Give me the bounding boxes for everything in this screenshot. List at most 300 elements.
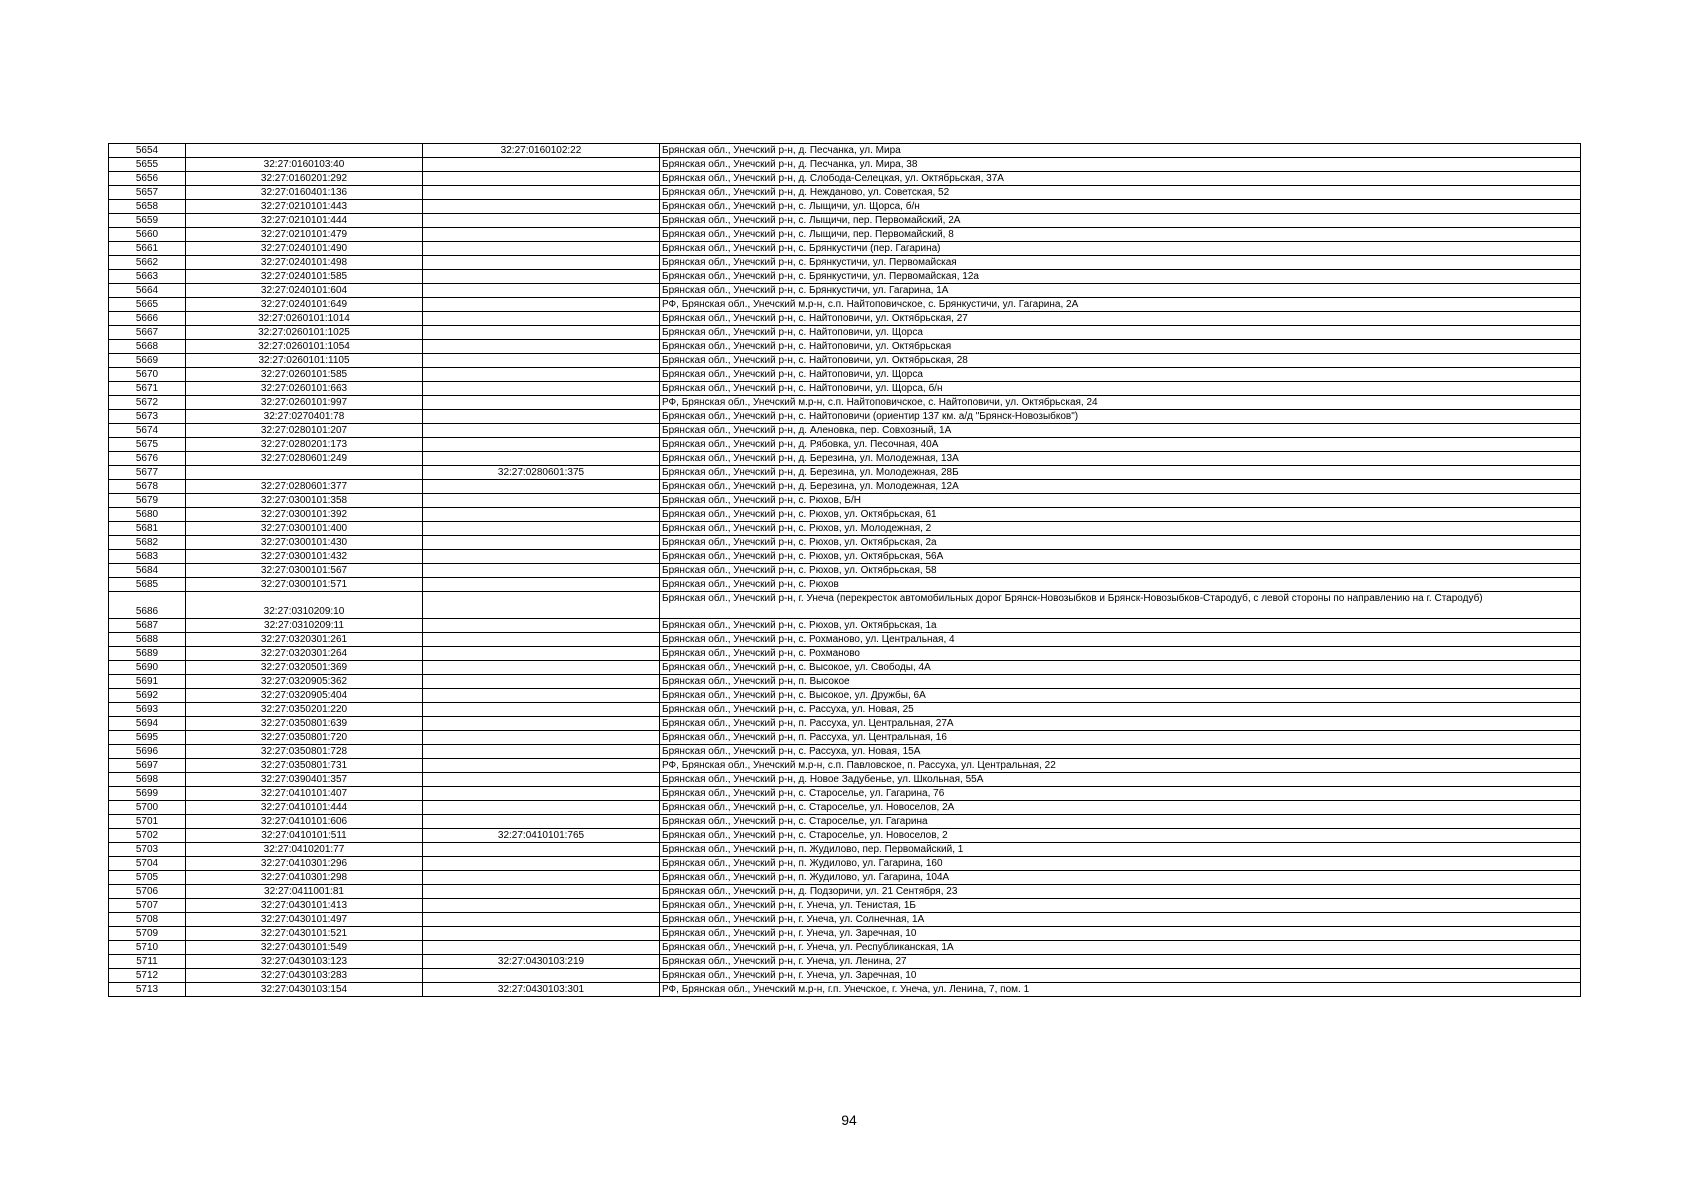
cadastral-number-secondary-cell — [423, 340, 660, 354]
cadastral-number-secondary-cell — [423, 969, 660, 983]
address-cell: Брянская обл., Унечский р-н, п. Жудилово, пер. Первомайский, 1 — [660, 843, 1581, 857]
table-row — [109, 410, 1581, 424]
row-number-cell: 5708 — [109, 913, 186, 927]
address-cell: Брянская обл., Унечский р-н, п. Рассуха, ул. Центральная, 16 — [660, 731, 1581, 745]
cadastral-number-secondary-cell — [423, 326, 660, 340]
cadastral-number-cell: 32:27:0160401:136 — [186, 186, 423, 200]
cadastral-number-secondary-cell — [423, 242, 660, 256]
cadastral-number-secondary-cell — [423, 228, 660, 242]
cadastral-number-cell: 32:27:0390401:357 — [186, 773, 423, 787]
cadastral-number-cell: 32:27:0411001:81 — [186, 885, 423, 899]
row-number-cell: 5704 — [109, 857, 186, 871]
table-row — [109, 661, 1581, 675]
row-number-cell: 5694 — [109, 717, 186, 731]
row-number-cell: 5690 — [109, 661, 186, 675]
address-cell: Брянская обл., Унечский р-н, д. Березина, ул. Молодежная, 13А — [660, 452, 1581, 466]
cadastral-number-cell: 32:27:0430101:521 — [186, 927, 423, 941]
row-number-cell: 5658 — [109, 200, 186, 214]
table-row — [109, 592, 1581, 619]
address-cell: Брянская обл., Унечский р-н, д. Березина, ул. Молодежная, 12А — [660, 480, 1581, 494]
cadastral-number-secondary-cell — [423, 633, 660, 647]
address-cell: Брянская обл., Унечский р-н, п. Рассуха, ул. Центральная, 27А — [660, 717, 1581, 731]
table-row — [109, 717, 1581, 731]
cadastral-number-cell: 32:27:0260101:1014 — [186, 312, 423, 326]
table-row — [109, 214, 1581, 228]
cadastral-number-cell: 32:27:0260101:585 — [186, 368, 423, 382]
row-number-cell: 5669 — [109, 354, 186, 368]
table-row — [109, 815, 1581, 829]
cadastral-number-secondary-cell — [423, 438, 660, 452]
cadastral-number-cell: 32:27:0410301:296 — [186, 857, 423, 871]
cadastral-number-cell: 32:27:0260101:663 — [186, 382, 423, 396]
address-cell: Брянская обл., Унечский р-н, с. Найтоповичи, ул. Октябрьская — [660, 340, 1581, 354]
table-row — [109, 536, 1581, 550]
address-cell: Брянская обл., Унечский р-н, с. Высокое, ул. Дружбы, 6А — [660, 689, 1581, 703]
address-cell: РФ, Брянская обл., Унечский м.р-н, с.п. Павловское, п. Рассуха, ул. Центральная, 22 — [660, 759, 1581, 773]
cadastral-number-cell: 32:27:0160103:40 — [186, 158, 423, 172]
address-cell: РФ, Брянская обл., Унечский м.р-н, с.п. Найтоповичское, с. Найтоповичи, ул. Октябрьская, 24 — [660, 396, 1581, 410]
cadastral-number-cell: 32:27:0240101:604 — [186, 284, 423, 298]
table-row — [109, 619, 1581, 633]
row-number-cell: 5703 — [109, 843, 186, 857]
row-number-cell: 5706 — [109, 885, 186, 899]
table-row — [109, 256, 1581, 270]
cadastral-number-secondary-cell — [423, 857, 660, 871]
address-cell: Брянская обл., Унечский р-н, д. Березина, ул. Молодежная, 28Б — [660, 466, 1581, 480]
cadastral-number-cell: 32:27:0410101:407 — [186, 787, 423, 801]
cadastral-number-secondary-cell — [423, 214, 660, 228]
row-number-cell: 5657 — [109, 186, 186, 200]
address-cell: Брянская обл., Унечский р-н, с. Найтоповичи, ул. Щорса — [660, 368, 1581, 382]
table-row — [109, 284, 1581, 298]
address-cell: Брянская обл., Унечский р-н, с. Рассуха, ул. Новая, 15А — [660, 745, 1581, 759]
cadastral-number-secondary-cell — [423, 354, 660, 368]
table-row — [109, 438, 1581, 452]
row-number-cell: 5670 — [109, 368, 186, 382]
cadastral-number-secondary-cell — [423, 564, 660, 578]
table-row — [109, 801, 1581, 815]
table-row — [109, 913, 1581, 927]
cadastral-number-cell: 32:27:0260101:1025 — [186, 326, 423, 340]
row-number-cell: 5713 — [109, 983, 186, 997]
page-number: 94 — [841, 1112, 857, 1128]
table-row — [109, 228, 1581, 242]
address-cell: Брянская обл., Унечский р-н, г. Унеча, ул. Заречная, 10 — [660, 927, 1581, 941]
cadastral-number-cell: 32:27:0350801:639 — [186, 717, 423, 731]
cadastral-number-secondary-cell — [423, 382, 660, 396]
cadastral-number-secondary-cell — [423, 396, 660, 410]
address-cell: Брянская обл., Унечский р-н, с. Рассуха, ул. Новая, 25 — [660, 703, 1581, 717]
address-cell: Брянская обл., Унечский р-н, с. Рюхов, ул. Октябрьская, 1а — [660, 619, 1581, 633]
row-number-cell: 5655 — [109, 158, 186, 172]
cadastral-number-secondary-cell — [423, 913, 660, 927]
cadastral-number-cell: 32:27:0210101:443 — [186, 200, 423, 214]
cadastral-number-cell: 32:27:0260101:997 — [186, 396, 423, 410]
address-cell: Брянская обл., Унечский р-н, д. Рябовка, ул. Песочная, 40А — [660, 438, 1581, 452]
cadastral-number-secondary-cell — [423, 550, 660, 564]
address-cell: Брянская обл., Унечский р-н, г. Унеча (перекресток автомобильных дорог Брянск-Новозыбков и Брянск-Новозыбков-Стародуб, с левой стороны по направлению на г. Стародуб) — [660, 592, 1581, 619]
table-row — [109, 899, 1581, 913]
address-cell: Брянская обл., Унечский р-н, с. Брянкустичи, ул. Первомайская — [660, 256, 1581, 270]
table-row — [109, 298, 1581, 312]
row-number-cell: 5705 — [109, 871, 186, 885]
table-row — [109, 144, 1581, 158]
address-cell: Брянская обл., Унечский р-н, с. Староселье, ул. Новоселов, 2 — [660, 829, 1581, 843]
row-number-cell: 5671 — [109, 382, 186, 396]
cadastral-number-secondary-cell — [423, 647, 660, 661]
row-number-cell: 5664 — [109, 284, 186, 298]
row-number-cell: 5681 — [109, 522, 186, 536]
cadastral-number-cell: 32:27:0240101:585 — [186, 270, 423, 284]
address-cell: Брянская обл., Унечский р-н, г. Унеча, ул. Ленина, 27 — [660, 955, 1581, 969]
cadastral-number-secondary-cell — [423, 787, 660, 801]
cadastral-number-secondary-cell — [423, 592, 660, 619]
cadastral-number-cell: 32:27:0280201:173 — [186, 438, 423, 452]
row-number-cell: 5672 — [109, 396, 186, 410]
cadastral-number-secondary-cell — [423, 200, 660, 214]
table-row — [109, 633, 1581, 647]
table-row — [109, 941, 1581, 955]
cadastral-number-secondary-cell — [423, 494, 660, 508]
cadastral-number-cell: 32:27:0410101:444 — [186, 801, 423, 815]
cadastral-number-secondary-cell — [423, 410, 660, 424]
cadastral-number-cell: 32:27:0280601:377 — [186, 480, 423, 494]
table-row — [109, 312, 1581, 326]
address-cell: Брянская обл., Унечский р-н, с. Найтоповичи, ул. Октябрьская, 28 — [660, 354, 1581, 368]
cadastral-number-cell: 32:27:0410101:511 — [186, 829, 423, 843]
cadastral-number-secondary-cell — [423, 941, 660, 955]
cadastral-number-secondary-cell — [423, 270, 660, 284]
row-number-cell: 5678 — [109, 480, 186, 494]
cadastral-number-cell: 32:27:0430101:549 — [186, 941, 423, 955]
cadastral-number-secondary-cell — [423, 172, 660, 186]
table-row — [109, 200, 1581, 214]
address-cell: Брянская обл., Унечский р-н, с. Рюхов, Б/Н — [660, 494, 1581, 508]
address-cell: Брянская обл., Унечский р-н, д. Слобода-Селецкая, ул. Октябрьская, 37А — [660, 172, 1581, 186]
row-number-cell: 5654 — [109, 144, 186, 158]
row-number-cell: 5698 — [109, 773, 186, 787]
table-row — [109, 382, 1581, 396]
table-row — [109, 843, 1581, 857]
row-number-cell: 5707 — [109, 899, 186, 913]
cadastral-number-cell: 32:27:0240101:498 — [186, 256, 423, 270]
cadastral-number-secondary-cell — [423, 452, 660, 466]
row-number-cell: 5683 — [109, 550, 186, 564]
table-row — [109, 578, 1581, 592]
table-row — [109, 452, 1581, 466]
cadastral-number-cell: 32:27:0260101:1054 — [186, 340, 423, 354]
cadastral-number-secondary-cell — [423, 745, 660, 759]
address-cell: Брянская обл., Унечский р-н, с. Рохманово — [660, 647, 1581, 661]
table-row — [109, 242, 1581, 256]
cadastral-number-cell: 32:27:0300101:430 — [186, 536, 423, 550]
row-number-cell: 5686 — [109, 592, 186, 619]
table-row — [109, 270, 1581, 284]
cadastral-number-secondary-cell — [423, 773, 660, 787]
row-number-cell: 5692 — [109, 689, 186, 703]
cadastral-number-cell: 32:27:0300101:567 — [186, 564, 423, 578]
address-cell: Брянская обл., Унечский р-н, д. Подзоричи, ул. 21 Сентября, 23 — [660, 885, 1581, 899]
address-cell: Брянская обл., Унечский р-н, с. Рохманово, ул. Центральная, 4 — [660, 633, 1581, 647]
cadastral-number-secondary-cell: 32:27:0430103:301 — [423, 983, 660, 997]
cadastral-number-cell: 32:27:0350801:728 — [186, 745, 423, 759]
cadastral-number-cell: 32:27:0430101:413 — [186, 899, 423, 913]
address-cell: Брянская обл., Унечский р-н, п. Жудилово, ул. Гагарина, 160 — [660, 857, 1581, 871]
row-number-cell: 5667 — [109, 326, 186, 340]
cadastral-number-cell: 32:27:0410201:77 — [186, 843, 423, 857]
table-row — [109, 675, 1581, 689]
address-cell: Брянская обл., Унечский р-н, д. Песчанка, ул. Мира, 38 — [660, 158, 1581, 172]
cadastral-number-cell: 32:27:0350801:731 — [186, 759, 423, 773]
cadastral-number-cell: 32:27:0430103:283 — [186, 969, 423, 983]
table-row — [109, 787, 1581, 801]
cadastral-number-secondary-cell — [423, 424, 660, 438]
address-cell: Брянская обл., Унечский р-н, с. Староселье, ул. Гагарина, 76 — [660, 787, 1581, 801]
cadastral-number-cell — [186, 144, 423, 158]
cadastral-number-secondary-cell: 32:27:0280601:375 — [423, 466, 660, 480]
row-number-cell: 5680 — [109, 508, 186, 522]
cadastral-number-cell: 32:27:0160201:292 — [186, 172, 423, 186]
table-row — [109, 731, 1581, 745]
row-number-cell: 5659 — [109, 214, 186, 228]
row-number-cell: 5677 — [109, 466, 186, 480]
cadastral-number-secondary-cell — [423, 801, 660, 815]
table-row — [109, 186, 1581, 200]
cadastral-number-secondary-cell — [423, 815, 660, 829]
row-number-cell: 5663 — [109, 270, 186, 284]
cadastral-number-cell: 32:27:0300101:358 — [186, 494, 423, 508]
row-number-cell: 5689 — [109, 647, 186, 661]
cadastral-number-secondary-cell — [423, 158, 660, 172]
row-number-cell: 5691 — [109, 675, 186, 689]
cadastral-number-secondary-cell — [423, 284, 660, 298]
table-row — [109, 368, 1581, 382]
address-cell: Брянская обл., Унечский р-н, с. Найтоповичи (ориентир 137 км. а/д "Брянск-Новозыбков") — [660, 410, 1581, 424]
cadastral-number-secondary-cell — [423, 480, 660, 494]
row-number-cell: 5697 — [109, 759, 186, 773]
row-number-cell: 5687 — [109, 619, 186, 633]
cadastral-number-secondary-cell — [423, 871, 660, 885]
row-number-cell: 5656 — [109, 172, 186, 186]
row-number-cell: 5668 — [109, 340, 186, 354]
cadastral-number-cell: 32:27:0430103:154 — [186, 983, 423, 997]
row-number-cell: 5674 — [109, 424, 186, 438]
cadastral-number-cell: 32:27:0350801:720 — [186, 731, 423, 745]
address-cell: Брянская обл., Унечский р-н, с. Найтоповичи, ул. Щорса, б/н — [660, 382, 1581, 396]
address-cell: РФ, Брянская обл., Унечский м.р-н, г.п. Унечское, г. Унеча, ул. Ленина, 7, пом. 1 — [660, 983, 1581, 997]
cadastral-number-cell: 32:27:0300101:400 — [186, 522, 423, 536]
cadastral-number-secondary-cell — [423, 731, 660, 745]
table-row — [109, 564, 1581, 578]
cadastral-number-cell: 32:27:0320905:404 — [186, 689, 423, 703]
cadastral-number-cell: 32:27:0310209:10 — [186, 592, 423, 619]
address-cell: Брянская обл., Унечский р-н, с. Лыщичи, пер. Первомайский, 2А — [660, 214, 1581, 228]
address-cell: Брянская обл., Унечский р-н, с. Брянкустичи, ул. Первомайская, 12а — [660, 270, 1581, 284]
address-cell: Брянская обл., Унечский р-н, с. Найтоповичи, ул. Щорса — [660, 326, 1581, 340]
address-cell: Брянская обл., Унечский р-н, г. Унеча, ул. Солнечная, 1А — [660, 913, 1581, 927]
row-number-cell: 5682 — [109, 536, 186, 550]
cadastral-number-secondary-cell — [423, 522, 660, 536]
row-number-cell: 5665 — [109, 298, 186, 312]
address-cell: Брянская обл., Унечский р-н, с. Староселье, ул. Новоселов, 2А — [660, 801, 1581, 815]
cadastral-number-secondary-cell — [423, 368, 660, 382]
address-cell: Брянская обл., Унечский р-н, с. Рюхов, ул. Октябрьская, 61 — [660, 508, 1581, 522]
cadastral-number-cell: 32:27:0210101:444 — [186, 214, 423, 228]
table-row — [109, 480, 1581, 494]
cadastral-number-cell: 32:27:0300101:432 — [186, 550, 423, 564]
cadastral-number-cell: 32:27:0300101:392 — [186, 508, 423, 522]
table-row — [109, 424, 1581, 438]
registry-table — [108, 143, 1581, 997]
cadastral-number-cell: 32:27:0310209:11 — [186, 619, 423, 633]
address-cell: Брянская обл., Унечский р-н, с. Высокое, ул. Свободы, 4А — [660, 661, 1581, 675]
address-cell: Брянская обл., Унечский р-н, д. Песчанка, ул. Мира — [660, 144, 1581, 158]
address-cell: Брянская обл., Унечский р-н, с. Рюхов, ул. Октябрьская, 58 — [660, 564, 1581, 578]
row-number-cell: 5699 — [109, 787, 186, 801]
table-row — [109, 871, 1581, 885]
cadastral-number-secondary-cell — [423, 578, 660, 592]
address-cell: Брянская обл., Унечский р-н, с. Брянкустичи, ул. Гагарина, 1А — [660, 284, 1581, 298]
address-cell: Брянская обл., Унечский р-н, с. Староселье, ул. Гагарина — [660, 815, 1581, 829]
cadastral-number-secondary-cell — [423, 885, 660, 899]
row-number-cell: 5696 — [109, 745, 186, 759]
table-row — [109, 550, 1581, 564]
table-row — [109, 647, 1581, 661]
row-number-cell: 5688 — [109, 633, 186, 647]
row-number-cell: 5673 — [109, 410, 186, 424]
cadastral-number-cell: 32:27:0320905:362 — [186, 675, 423, 689]
cadastral-number-cell: 32:27:0240101:649 — [186, 298, 423, 312]
cadastral-number-cell: 32:27:0410101:606 — [186, 815, 423, 829]
cadastral-number-cell: 32:27:0300101:571 — [186, 578, 423, 592]
cadastral-number-cell: 32:27:0350201:220 — [186, 703, 423, 717]
table-row — [109, 955, 1581, 969]
address-cell: Брянская обл., Унечский р-н, с. Найтоповичи, ул. Октябрьская, 27 — [660, 312, 1581, 326]
row-number-cell: 5684 — [109, 564, 186, 578]
cadastral-number-secondary-cell — [423, 675, 660, 689]
row-number-cell: 5662 — [109, 256, 186, 270]
cadastral-number-secondary-cell — [423, 843, 660, 857]
cadastral-number-secondary-cell — [423, 186, 660, 200]
cadastral-number-cell: 32:27:0430103:123 — [186, 955, 423, 969]
address-cell: Брянская обл., Унечский р-н, с. Рюхов — [660, 578, 1581, 592]
table-row — [109, 494, 1581, 508]
cadastral-number-secondary-cell: 32:27:0430103:219 — [423, 955, 660, 969]
address-cell: Брянская обл., Унечский р-н, с. Брянкустичи (пер. Гагарина) — [660, 242, 1581, 256]
address-cell: Брянская обл., Унечский р-н, с. Рюхов, ул. Октябрьская, 2а — [660, 536, 1581, 550]
row-number-cell: 5700 — [109, 801, 186, 815]
row-number-cell: 5710 — [109, 941, 186, 955]
cadastral-number-secondary-cell — [423, 508, 660, 522]
table-row — [109, 522, 1581, 536]
table-row — [109, 969, 1581, 983]
cadastral-number-cell: 32:27:0260101:1105 — [186, 354, 423, 368]
cadastral-number-secondary-cell — [423, 899, 660, 913]
row-number-cell: 5676 — [109, 452, 186, 466]
row-number-cell: 5675 — [109, 438, 186, 452]
address-cell: Брянская обл., Унечский р-н, д. Аленовка, пер. Совхозный, 1А — [660, 424, 1581, 438]
cadastral-number-secondary-cell — [423, 256, 660, 270]
cadastral-number-secondary-cell — [423, 689, 660, 703]
cadastral-number-secondary-cell — [423, 298, 660, 312]
table-row — [109, 703, 1581, 717]
table-row — [109, 466, 1581, 480]
table-row — [109, 172, 1581, 186]
address-cell: Брянская обл., Унечский р-н, с. Рюхов, ул. Молодежная, 2 — [660, 522, 1581, 536]
address-cell: Брянская обл., Унечский р-н, г. Унеча, ул. Республиканская, 1А — [660, 941, 1581, 955]
row-number-cell: 5666 — [109, 312, 186, 326]
row-number-cell: 5661 — [109, 242, 186, 256]
row-number-cell: 5701 — [109, 815, 186, 829]
table-row — [109, 508, 1581, 522]
cadastral-number-secondary-cell — [423, 717, 660, 731]
table-row — [109, 927, 1581, 941]
cadastral-number-secondary-cell — [423, 927, 660, 941]
address-cell: Брянская обл., Унечский р-н, г. Унеча, ул. Заречная, 10 — [660, 969, 1581, 983]
address-cell: Брянская обл., Унечский р-н, д. Новое Задубенье, ул. Школьная, 55А — [660, 773, 1581, 787]
address-cell: Брянская обл., Унечский р-н, г. Унеча, ул. Тенистая, 1Б — [660, 899, 1581, 913]
cadastral-number-cell: 32:27:0280601:249 — [186, 452, 423, 466]
cadastral-number-cell: 32:27:0320501:369 — [186, 661, 423, 675]
table-row — [109, 396, 1581, 410]
table-row — [109, 857, 1581, 871]
row-number-cell: 5709 — [109, 927, 186, 941]
cadastral-number-secondary-cell — [423, 759, 660, 773]
table-row — [109, 745, 1581, 759]
table-row — [109, 773, 1581, 787]
cadastral-number-cell: 32:27:0240101:490 — [186, 242, 423, 256]
cadastral-number-secondary-cell — [423, 312, 660, 326]
address-cell: Брянская обл., Унечский р-н, д. Нежданово, ул. Советская, 52 — [660, 186, 1581, 200]
address-cell: Брянская обл., Унечский р-н, с. Лыщичи, пер. Первомайский, 8 — [660, 228, 1581, 242]
table-row — [109, 340, 1581, 354]
cadastral-number-cell: 32:27:0270401:78 — [186, 410, 423, 424]
cadastral-number-cell: 32:27:0280101:207 — [186, 424, 423, 438]
cadastral-number-cell: 32:27:0320301:261 — [186, 633, 423, 647]
address-cell: Брянская обл., Унечский р-н, п. Жудилово, ул. Гагарина, 104А — [660, 871, 1581, 885]
row-number-cell: 5712 — [109, 969, 186, 983]
table-row — [109, 326, 1581, 340]
table-row — [109, 689, 1581, 703]
table-row — [109, 354, 1581, 368]
cadastral-number-secondary-cell: 32:27:0160102:22 — [423, 144, 660, 158]
address-cell: РФ, Брянская обл., Унечский м.р-н, с.п. Найтоповичское, с. Брянкустичи, ул. Гагарина, 2А — [660, 298, 1581, 312]
cadastral-number-secondary-cell — [423, 703, 660, 717]
cadastral-number-secondary-cell — [423, 619, 660, 633]
row-number-cell: 5679 — [109, 494, 186, 508]
table-row — [109, 759, 1581, 773]
cadastral-number-cell: 32:27:0210101:479 — [186, 228, 423, 242]
row-number-cell: 5695 — [109, 731, 186, 745]
cadastral-number-cell: 32:27:0430101:497 — [186, 913, 423, 927]
row-number-cell: 5693 — [109, 703, 186, 717]
table-row — [109, 885, 1581, 899]
table-body — [109, 144, 1581, 997]
cadastral-number-secondary-cell — [423, 536, 660, 550]
table-row — [109, 983, 1581, 997]
cadastral-number-cell: 32:27:0410301:298 — [186, 871, 423, 885]
row-number-cell: 5660 — [109, 228, 186, 242]
address-cell: Брянская обл., Унечский р-н, с. Лыщичи, ул. Щорса, б/н — [660, 200, 1581, 214]
cadastral-number-cell: 32:27:0320301:264 — [186, 647, 423, 661]
table-row — [109, 829, 1581, 843]
address-cell: Брянская обл., Унечский р-н, с. Рюхов, ул. Октябрьская, 56А — [660, 550, 1581, 564]
row-number-cell: 5711 — [109, 955, 186, 969]
table-row — [109, 158, 1581, 172]
cadastral-number-secondary-cell — [423, 661, 660, 675]
row-number-cell: 5702 — [109, 829, 186, 843]
address-cell: Брянская обл., Унечский р-н, п. Высокое — [660, 675, 1581, 689]
